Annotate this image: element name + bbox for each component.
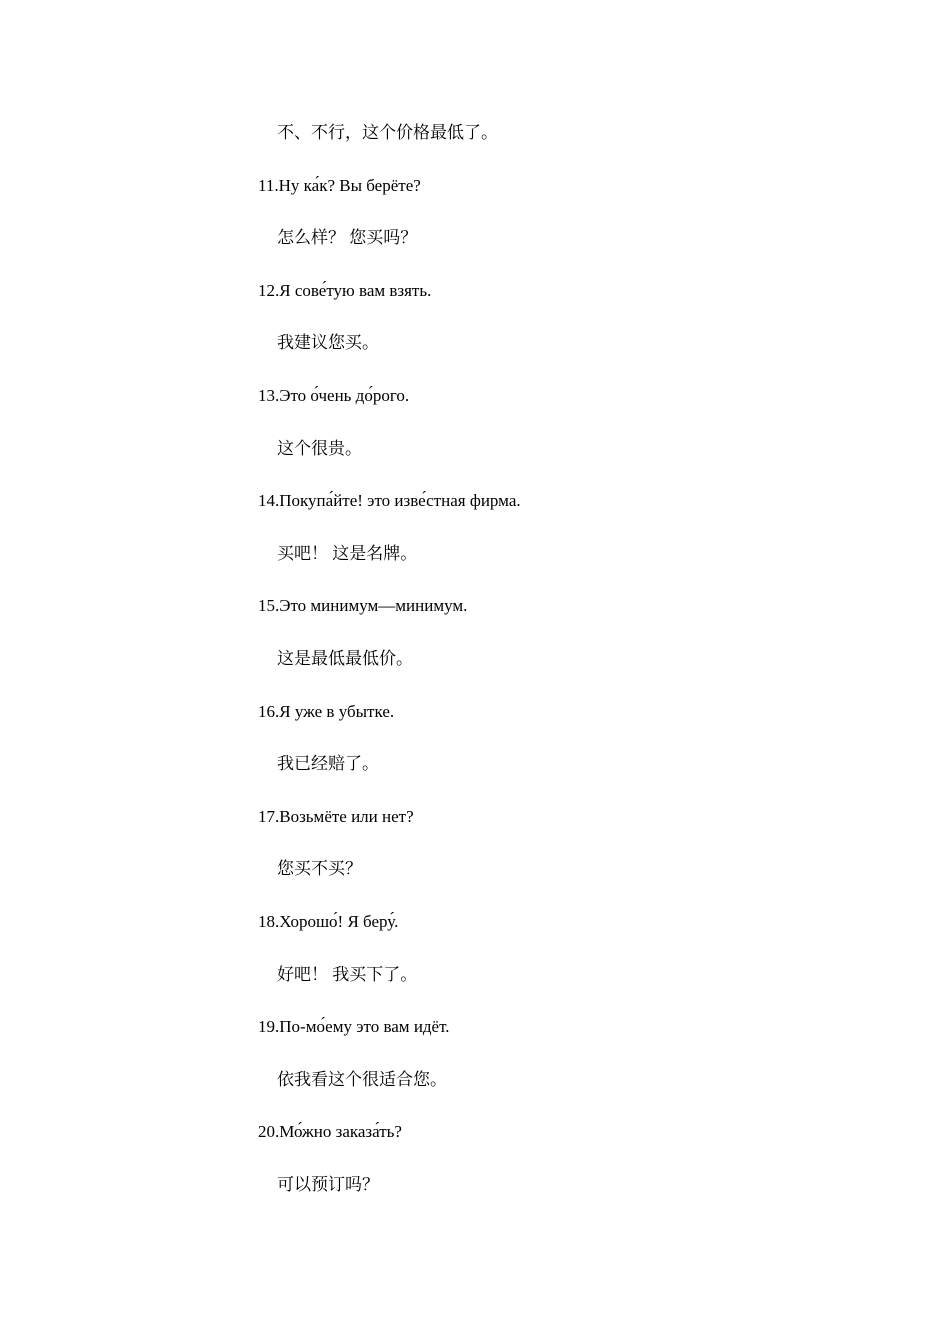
phrase-line: 12.Я сове́тую вам взять.: [258, 280, 432, 300]
phrase-line: 16.Я уже в убытке.: [258, 701, 395, 721]
phrase-line: 15.Это минимум—минимум.: [258, 596, 468, 616]
translation-line: 依我看这个很适合您。: [277, 1069, 447, 1089]
translation-line: 可以预订吗？: [277, 1174, 379, 1194]
translation-line: 不、不行，这个价格最低了。: [277, 123, 498, 142]
phrase-line: 14.Покупа́йте! это изве́стная фирма.: [258, 491, 521, 511]
phrase-list: [258, 120, 858, 1224]
phrase-line: 13.Это о́чень до́рого.: [258, 385, 410, 405]
phrase-line: 20.Мо́жно заказа́ть?: [258, 1122, 402, 1142]
translation-line: 我已经赔了。: [277, 754, 379, 774]
translation-line: 这是最低最低价。: [277, 648, 413, 668]
translation-line: 这个很贵。: [277, 438, 362, 458]
translation-line: 我建议您买。: [277, 333, 379, 353]
phrase-line: 17.Возьмёте или нет?: [258, 806, 414, 826]
translation-line: 好吧！ 我买下了。: [277, 964, 418, 984]
phrase-line: 19.По-мо́ему это вам идёт.: [258, 1017, 450, 1037]
translation-line: 您买不买？: [277, 859, 362, 879]
translation-line: 怎么样？ 您买吗？: [277, 228, 418, 248]
phrase-line: 11.Ну ка́к? Вы берёте?: [258, 175, 421, 195]
translation-line: 买吧！ 这是名牌。: [277, 543, 418, 563]
phrase-line: 18.Хорошо́! Я беру́.: [258, 911, 399, 931]
